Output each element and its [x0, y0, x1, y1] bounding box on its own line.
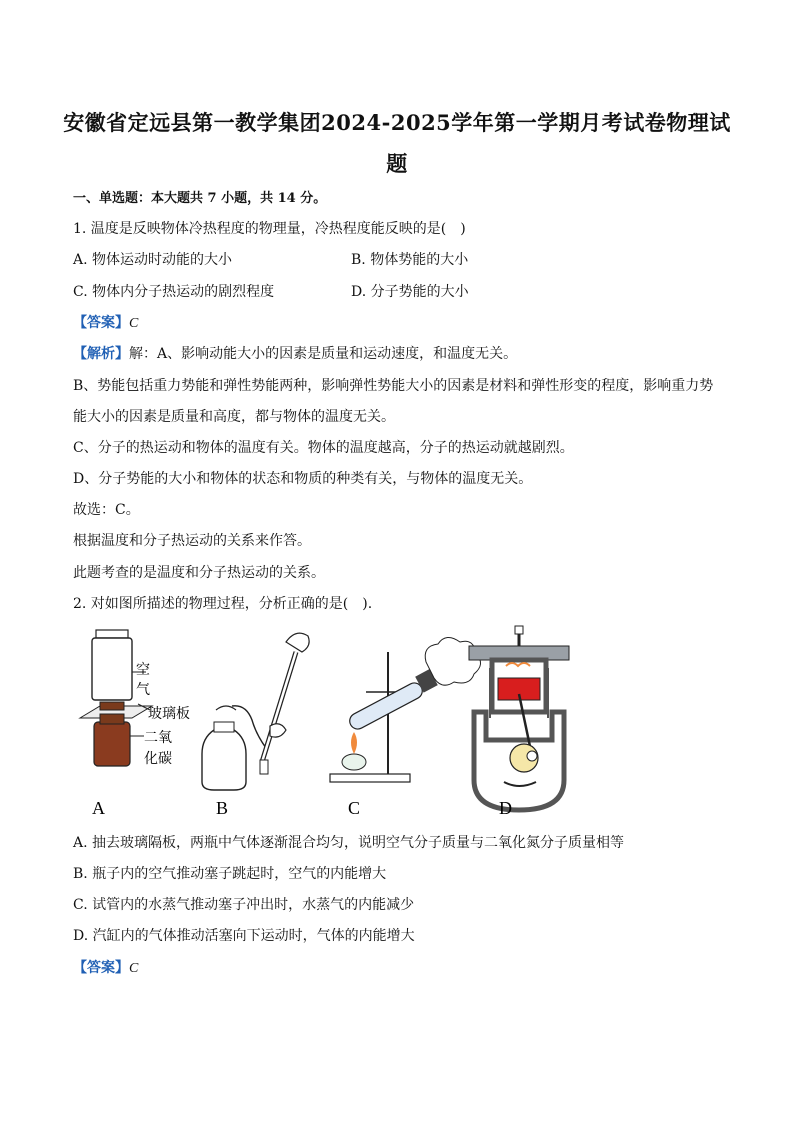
q1-analysis-line: 能大小的因素是质量和高度，都与物体的温度无关。 [73, 409, 395, 425]
label-air-2: 气 [136, 682, 150, 698]
panel-label-c: C [348, 798, 361, 818]
answer-tag: 【答案】 [73, 315, 129, 331]
q1-stem: 1. 温度是反映物体冷热程度的物理量，冷热程度能反映的是( ) [73, 221, 466, 237]
panel-b-bottle-pump [202, 633, 309, 818]
q1-answer [73, 312, 138, 332]
page-title-line2: 题 [386, 151, 408, 176]
label-glass-plate: 玻璃板 [148, 706, 190, 722]
label-air-1: 空 [136, 662, 150, 678]
q2-option-d: D. 汽缸内的气体推动活塞向下运动时，气体的内能增大 [73, 928, 415, 944]
q1-analysis-line: 故选：C。 [73, 502, 140, 518]
answer-tag: 【答案】 [73, 960, 129, 976]
q1-analysis-line: C、分子的热运动和物体的温度有关。物体的温度越高，分子的热运动就越剧烈。 [73, 440, 574, 456]
q1-option-b: B. 物体势能的大小 [351, 252, 469, 268]
panel-c-test-tube [330, 637, 481, 818]
section-heading: 一、单选题：本大题共 7 小题，共 14 分。 [73, 191, 327, 206]
label-co2-1: 二氧 [144, 730, 172, 746]
panel-label-b: B [216, 798, 229, 818]
q1-option-c: C. 物体内分子热运动的剧烈程度 [73, 284, 275, 300]
q1-option-d: D. 分子势能的大小 [351, 284, 469, 300]
q1-analysis-line [73, 343, 517, 363]
panel-d-engine-cylinder [469, 626, 569, 818]
q2-option-b: B. 瓶子内的空气推动塞子跳起时，空气的内能增大 [73, 866, 387, 882]
analysis-tag: 【解析】 [73, 346, 129, 362]
answer-value: C [129, 316, 139, 331]
q1-analysis-line: 根据温度和分子热运动的关系来作答。 [73, 533, 311, 549]
q1-analysis-line: 此题考查的是温度和分子热运动的关系。 [73, 565, 325, 581]
panel-label-a: A [92, 798, 105, 818]
panel-label-d: D [499, 798, 512, 818]
page-title-line1: 安徽省定远县第一教学集团2024-2025学年第一学期月考试卷物理试 [63, 110, 731, 135]
answer-value: C [129, 961, 139, 976]
q1-analysis-line: D、分子势能的大小和物体的状态和物质的种类有关，与物体的温度无关。 [73, 471, 533, 487]
q2-figure [66, 622, 626, 822]
panel-a-diffusion-bottles [80, 630, 190, 818]
label-co2-2: 化碳 [144, 751, 172, 767]
q1-option-a: A. 物体运动时动能的大小 [73, 252, 233, 268]
q2-option-c: C. 试管内的水蒸气推动塞子冲出时，水蒸气的内能减少 [73, 897, 415, 913]
q2-stem: 2. 对如图所描述的物理过程，分析正确的是( ). [73, 596, 373, 612]
q2-answer [73, 957, 138, 977]
q2-option-a: A. 抽去玻璃隔板，两瓶中气体逐渐混合均匀，说明空气分子质量与二氧化氮分子质量相等 [73, 835, 625, 851]
q1-analysis-line: B、势能包括重力势能和弹性势能两种，影响弹性势能大小的因素是材料和弹性形变的程度，影响重力势 [73, 378, 714, 394]
analysis-text: 解：A、影响动能大小的因素是质量和运动速度，和温度无关。 [129, 346, 518, 362]
